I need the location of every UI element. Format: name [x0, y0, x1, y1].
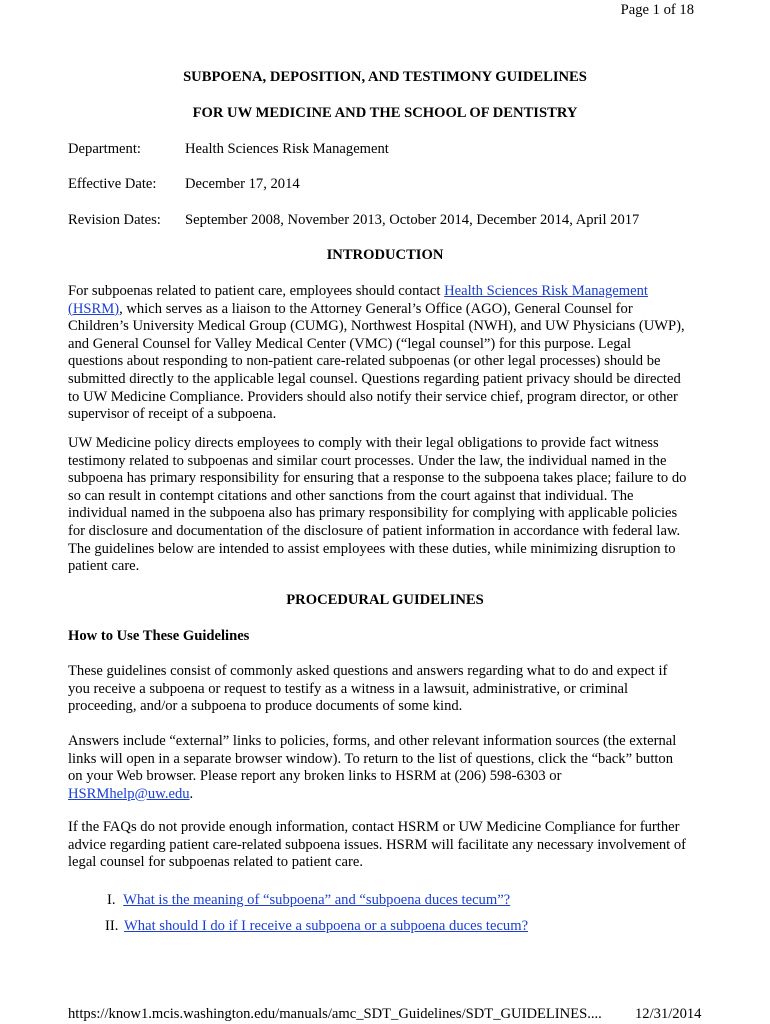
text-line: advice regarding patient care-related subpoena issues. HSRM will facilitate any necessary involvement of: [68, 836, 686, 853]
intro-paragraph-1: [68, 283, 708, 424]
hsrm-link[interactable]: Health Sciences Risk Management: [444, 283, 648, 299]
howto-heading: How to Use These Guidelines: [68, 628, 250, 644]
meta-value: September 2008, November 2013, October 2014, December 2014, April 2017: [185, 212, 640, 228]
text-line: individual named in the subpoena also has primary responsibility for complying with applicable policies: [68, 505, 678, 522]
text-span: For subpoenas related to patient care, employees should contact: [68, 283, 445, 299]
intro-heading: INTRODUCTION: [326, 247, 444, 263]
text-line: on your Web browser. Please report any broken links to HSRM at (206) 598-6303 or: [68, 768, 562, 785]
text-line: [68, 786, 708, 804]
text-line: [68, 301, 708, 319]
faq-numeral: II.: [105, 918, 119, 934]
procedural-heading: PROCEDURAL GUIDELINES: [286, 592, 484, 608]
hsrm-email-link[interactable]: HSRMhelp@uw.edu: [68, 785, 190, 802]
text-line: and General Counsel for Valley Medical Center (VMC) (“legal counsel”) for this purpose. Legal: [68, 335, 632, 352]
text-line: Answers include “external” links to policies, forms, and other relevant information sources (the external: [68, 733, 677, 749]
text-line: subpoena has primary responsibility for ensuring that a response to the subpoena takes place; failure to do: [68, 470, 687, 487]
text-span: .: [189, 785, 194, 802]
text-line: The guidelines below are intended to assist employees with these duties, while minimizing disruption to: [68, 540, 676, 557]
faq-numeral: I.: [107, 892, 116, 908]
text-line: proceeding, and/or a subpoena to produce documents of some kind.: [68, 698, 463, 715]
howto-paragraph-1: [68, 663, 708, 716]
footer-date: 12/31/2014: [635, 1006, 702, 1022]
meta-value: December 17, 2014: [185, 176, 300, 192]
text-span: , which serves as a liaison to the Attorney General’s Office (AGO), General Counsel for: [119, 300, 633, 317]
document-title-line1: SUBPOENA, DEPOSITION, AND TESTIMONY GUIDELINES: [183, 69, 587, 85]
text-line: legal counsel for subpoenas related to patient care.: [68, 854, 363, 871]
faq-link[interactable]: What should I do if I receive a subpoena or a subpoena duces tecum?: [124, 918, 529, 934]
faq-item: [107, 892, 510, 910]
hsrm-link-abbrev[interactable]: (HSRM): [68, 300, 120, 317]
meta-label: Revision Dates:: [68, 212, 161, 228]
text-line: submitted directly to the applicable legal counsel. Questions regarding patient privacy should be directed: [68, 370, 681, 387]
meta-value: Health Sciences Risk Management: [185, 141, 389, 157]
text-line: questions about responding to non-patient care-related subpoenas (or other legal processes) should be: [68, 353, 661, 370]
text-line: patient care.: [68, 558, 140, 575]
howto-paragraph-3: [68, 819, 708, 872]
text-line: supervisor of receipt of a subpoena.: [68, 406, 277, 423]
faq-item: [105, 918, 528, 936]
text-line: UW Medicine policy directs employees to comply with their legal obligations to provide fact witness: [68, 435, 659, 451]
meta-label: Department:: [68, 141, 141, 157]
howto-paragraph-2: [68, 733, 708, 803]
footer-url: https://know1.mcis.washington.edu/manuals/amc_SDT_Guidelines/SDT_GUIDELINES....: [68, 1006, 602, 1022]
text-line: for disclosure and documentation of the disclosure of patient information in accordance with federal law.: [68, 522, 681, 539]
text-line: If the FAQs do not provide enough information, contact HSRM or UW Medicine Compliance for further: [68, 819, 680, 835]
faq-link[interactable]: What is the meaning of “subpoena” and “subpoena duces tecum”?: [123, 892, 511, 908]
text-line: links will open in a separate browser window). To return to the list of questions, click the “back” button: [68, 750, 674, 767]
text-line: testimony related to subpoenas and similar court processes. Under the law, the individual named in the: [68, 452, 667, 469]
page-number: Page 1 of 18: [620, 2, 694, 18]
text-line: These guidelines consist of commonly asked questions and answers regarding what to do and expect if: [68, 663, 668, 679]
text-line: you receive a subpoena or request to testify as a witness in a lawsuit, administrative, or criminal: [68, 680, 629, 697]
text-line: Children’s University Medical Group (CUMG), Northwest Hospital (NWH), and UW Physicians (UWP),: [68, 318, 685, 335]
text-line: [68, 283, 708, 301]
meta-label: Effective Date:: [68, 176, 157, 192]
text-line: to UW Medicine Compliance. Providers should also notify their service chief, program director, or other: [68, 388, 678, 405]
intro-paragraph-2: [68, 435, 708, 576]
document-title-line2: FOR UW MEDICINE AND THE SCHOOL OF DENTISTRY: [192, 105, 578, 121]
text-line: so can result in contempt citations and other sanctions from the court against that individual. The: [68, 487, 634, 504]
